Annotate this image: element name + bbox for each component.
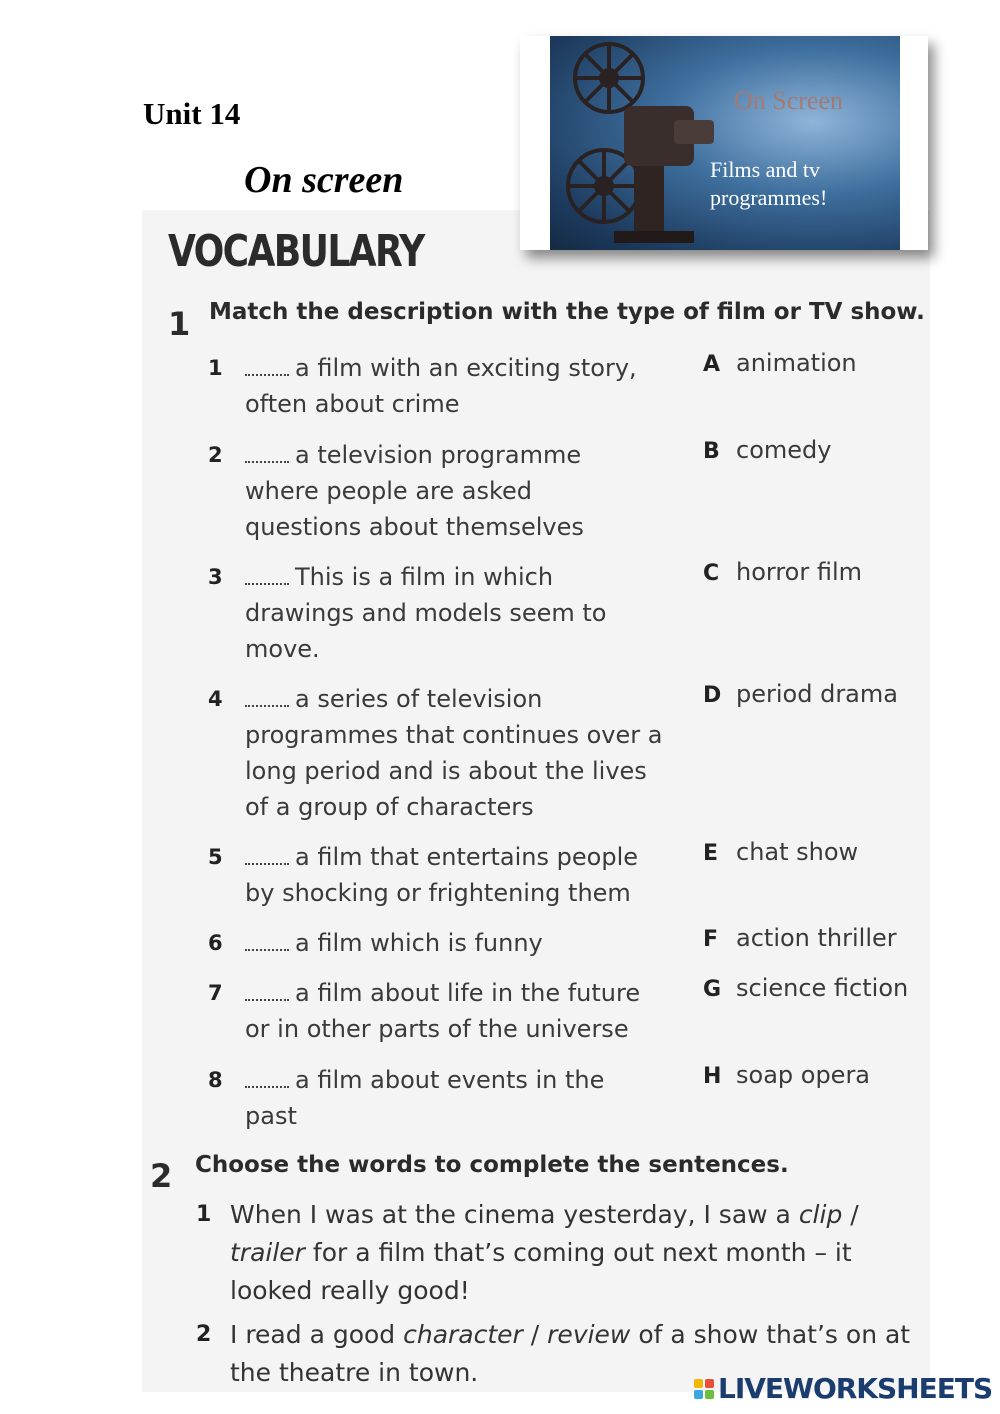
answer-blank[interactable] xyxy=(245,563,289,585)
choice-option[interactable]: trailer xyxy=(230,1238,305,1267)
choice-option[interactable]: clip xyxy=(798,1200,843,1229)
sentence-item: 2 I read a good character / review of a show that’s on at the theatre in town. xyxy=(196,1320,911,1387)
liveworksheets-icon xyxy=(694,1379,714,1399)
option-item: B comedy xyxy=(703,436,832,464)
option-item: H soap opera xyxy=(703,1061,871,1089)
answer-blank[interactable] xyxy=(245,441,289,463)
match-item: 5 a film that entertains people by shocking or frightening them xyxy=(208,843,638,907)
answer-blank[interactable] xyxy=(245,979,289,1001)
answer-blank[interactable] xyxy=(245,1066,289,1088)
liveworksheets-logo: LIVEWORKSHEETS xyxy=(694,1372,992,1405)
exercise-instruction: Match the description with the type of film or TV show. xyxy=(209,299,925,325)
match-item: 6 a film which is funny xyxy=(208,929,543,957)
option-item: D period drama xyxy=(703,680,898,708)
match-item: 7 a film about life in the future or in other parts of the universe xyxy=(208,979,641,1043)
option-item: C horror film xyxy=(703,558,863,586)
unit-label: Unit 14 xyxy=(143,96,241,131)
choice-option[interactable]: character xyxy=(403,1320,523,1349)
banner-image xyxy=(520,36,928,250)
sentence-item: 1 When I was at the cinema yesterday, I saw a clip / trailer for a film that’s coming out next month – it looked really good! xyxy=(196,1200,859,1305)
option-item: F action thriller xyxy=(703,924,897,952)
match-item: 2 a television programme where people are asked questions about themselves xyxy=(208,441,584,541)
answer-blank[interactable] xyxy=(245,843,289,865)
choice-option[interactable]: review xyxy=(547,1320,631,1349)
answer-blank[interactable] xyxy=(245,354,289,376)
exercise-number: 2 xyxy=(150,1157,173,1195)
match-item: 1 a film with an exciting story, often about crime xyxy=(208,354,637,418)
exercise-instruction: Choose the words to complete the sentences. xyxy=(195,1152,789,1178)
option-item: E chat show xyxy=(703,838,859,866)
option-item: A animation xyxy=(703,349,857,377)
option-item: G science fiction xyxy=(703,974,909,1002)
match-item: 8 a film about events in the past xyxy=(208,1066,605,1130)
match-item: 4 a series of television programmes that continues over a long period and is about the lives of a group of characters xyxy=(208,685,663,821)
answer-blank[interactable] xyxy=(245,685,289,707)
page-title: On screen xyxy=(244,159,404,201)
banner-title: On Screen xyxy=(734,86,844,115)
exercise-number: 1 xyxy=(168,305,191,343)
match-item: 3 This is a film in which drawings and models seem to move. xyxy=(208,563,607,663)
answer-blank[interactable] xyxy=(245,929,289,951)
section-title: VOCABULARY xyxy=(168,226,424,277)
film-projector-icon xyxy=(554,36,724,250)
banner-subtitle: Films and tv programmes! xyxy=(710,157,828,210)
